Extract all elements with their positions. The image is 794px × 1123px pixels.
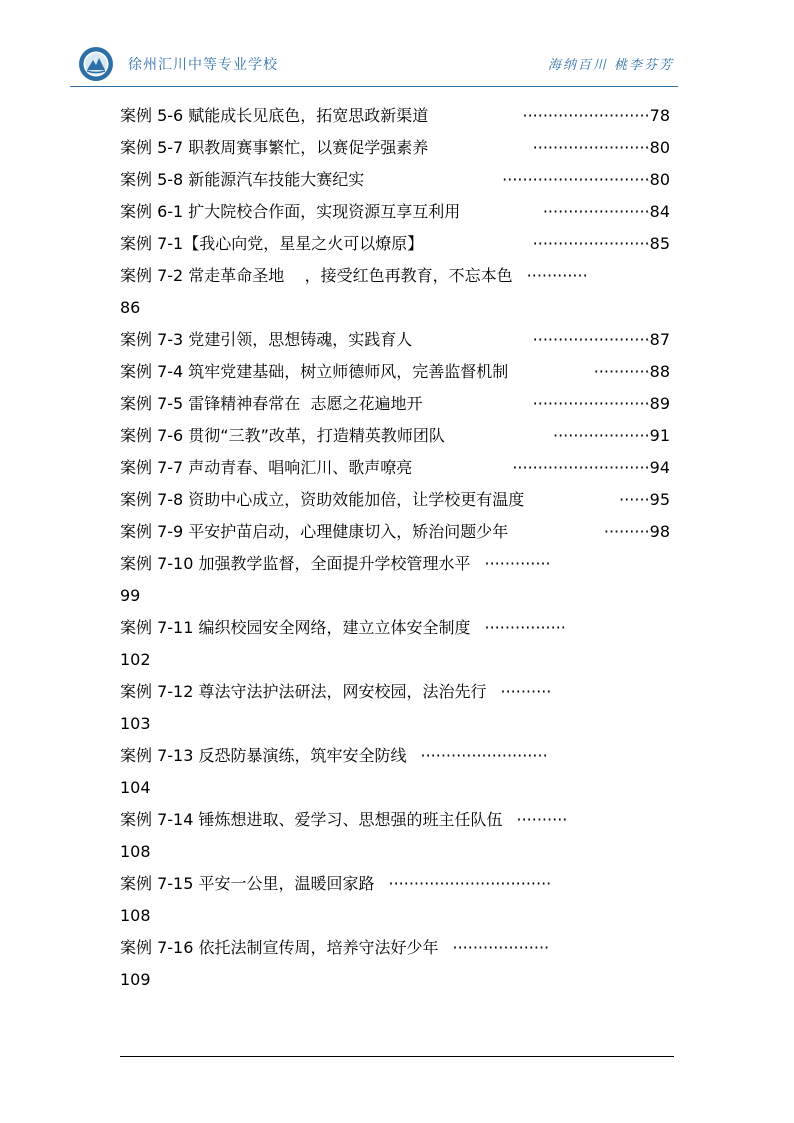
toc-entry[interactable] (120, 420, 680, 452)
toc-page-number: 104 (120, 778, 151, 797)
table-of-contents (120, 100, 680, 996)
toc-entry-title: 案例 5-8 新能源汽车技能大赛纪实 (120, 170, 365, 189)
toc-leader-dots: ····················· (542, 202, 650, 221)
toc-leader-dots: ······················· (532, 234, 650, 253)
toc-entry-page-line (120, 292, 680, 324)
toc-entry[interactable] (120, 804, 680, 836)
school-name: 徐州汇川中等专业学校 (128, 57, 278, 73)
toc-entry-page-line (120, 964, 680, 996)
toc-entry[interactable] (120, 548, 680, 580)
toc-leader-dots: ·········· (516, 810, 568, 829)
toc-leader-dots: ························· (420, 746, 548, 765)
toc-entry[interactable] (120, 452, 680, 484)
toc-leader-dots: ······ (619, 490, 650, 509)
toc-page-number: 85 (649, 234, 670, 253)
toc-entry[interactable] (120, 676, 680, 708)
toc-leader-dots: ······················· (532, 138, 650, 157)
toc-entry[interactable] (120, 132, 680, 164)
toc-entry-title: 案例 7-6 贯彻“三教”改革，打造精英教师团队 (120, 426, 445, 445)
toc-page-number: 108 (120, 906, 151, 925)
toc-entry[interactable] (120, 932, 680, 964)
toc-leader-dots: ················ (484, 618, 566, 637)
toc-entry-title: 案例 7-5 雷锋精神春常在 志愿之花遍地开 (120, 394, 423, 413)
toc-entry-title: 案例 7-15 平安一公里，温暖回家路 (120, 874, 375, 893)
toc-leader-dots: ······················· (532, 394, 650, 413)
toc-entry[interactable] (120, 196, 680, 228)
toc-entry[interactable] (120, 164, 680, 196)
toc-entry-title: 案例 7-12 尊法守法护法研法，网安校园，法治先行 (120, 682, 487, 701)
toc-entry-title: 案例 7-16 依托法制宣传周，培养守法好少年 (120, 938, 439, 957)
toc-entry[interactable] (120, 228, 680, 260)
toc-entry-title: 案例 5-7 职教周赛事繁忙，以赛促学强素养 (120, 138, 429, 157)
toc-entry[interactable] (120, 868, 680, 900)
toc-page-number: 108 (120, 842, 151, 861)
toc-entry-title: 案例 7-7 声动青春、唱响汇川、歌声嘹亮 (120, 458, 413, 477)
toc-entry-title: 案例 5-6 赋能成长见底色，拓宽思政新渠道 (120, 106, 429, 125)
toc-entry[interactable] (120, 740, 680, 772)
toc-entry[interactable] (120, 100, 680, 132)
page-header (70, 40, 678, 87)
toc-leader-dots: ································ (388, 874, 552, 893)
toc-entry[interactable] (120, 516, 680, 548)
footer-divider (120, 1056, 674, 1057)
toc-entry[interactable] (120, 484, 680, 516)
toc-page-number: 86 (120, 298, 141, 317)
toc-page-number: 89 (649, 394, 670, 413)
toc-entry-title: 案例 7-14 锤炼想进取、爱学习、思想强的班主任队伍 (120, 810, 503, 829)
toc-entry[interactable] (120, 388, 680, 420)
toc-entry-page-line (120, 708, 680, 740)
toc-page-number: 109 (120, 970, 151, 989)
toc-entry-title: 案例 7-13 反恐防暴演练，筑牢安全防线 (120, 746, 407, 765)
toc-page-number: 99 (120, 586, 141, 605)
toc-leader-dots: ··························· (512, 458, 650, 477)
toc-entry-title: 案例 7-2 常走革命圣地 ，接受红色再教育，不忘本色 (120, 266, 513, 285)
toc-page-number: 87 (649, 330, 670, 349)
toc-page-number: 84 (649, 202, 670, 221)
toc-entry-title: 案例 6-1 扩大院校合作面，实现资源互享互利用 (120, 202, 461, 221)
toc-entry-title: 案例 7-10 加强教学监督，全面提升学校管理水平 (120, 554, 471, 573)
school-emblem-icon (78, 46, 114, 82)
toc-leader-dots: ························· (522, 106, 650, 125)
toc-page-number: 94 (649, 458, 670, 477)
toc-page-number: 95 (649, 490, 670, 509)
toc-leader-dots: ··········· (593, 362, 650, 381)
toc-leader-dots: ······················· (532, 330, 650, 349)
toc-leader-dots: ·········· (500, 682, 552, 701)
toc-page-number: 91 (649, 426, 670, 445)
toc-entry[interactable] (120, 612, 680, 644)
toc-leader-dots: ········· (603, 522, 650, 541)
toc-entry-page-line (120, 580, 680, 612)
toc-leader-dots: ··················· (553, 426, 650, 445)
toc-leader-dots: ············ (526, 266, 588, 285)
toc-leader-dots: ············· (484, 554, 551, 573)
toc-entry[interactable] (120, 356, 680, 388)
toc-leader-dots: ····························· (502, 170, 650, 189)
toc-entry-title: 案例 7-3 党建引领，思想铸魂，实践育人 (120, 330, 413, 349)
toc-page-number: 102 (120, 650, 151, 669)
toc-entry-title: 案例 7-9 平安护苗启动，心理健康切入，矫治问题少年 (120, 522, 509, 541)
toc-entry[interactable] (120, 324, 680, 356)
toc-entry[interactable] (120, 260, 680, 292)
toc-leader-dots: ··················· (452, 938, 550, 957)
toc-entry-page-line (120, 836, 680, 868)
toc-page-number: 98 (649, 522, 670, 541)
toc-page-number: 80 (649, 170, 670, 189)
toc-entry-title: 案例 7-8 资助中心成立，资助效能加倍，让学校更有温度 (120, 490, 525, 509)
toc-page-number: 78 (649, 106, 670, 125)
toc-entry-page-line (120, 900, 680, 932)
toc-page-number: 103 (120, 714, 151, 733)
toc-page-number: 80 (649, 138, 670, 157)
toc-entry-page-line (120, 772, 680, 804)
toc-entry-page-line (120, 644, 680, 676)
toc-entry-title: 案例 7-1【我心向党，星星之火可以燎原】 (120, 234, 424, 253)
toc-entry-title: 案例 7-4 筑牢党建基础，树立师德师风，完善监督机制 (120, 362, 509, 381)
toc-page-number: 88 (649, 362, 670, 381)
toc-entry-title: 案例 7-11 编织校园安全网络，建立立体安全制度 (120, 618, 471, 637)
school-motto: 海纳百川 桃李芬芳 (547, 58, 674, 73)
